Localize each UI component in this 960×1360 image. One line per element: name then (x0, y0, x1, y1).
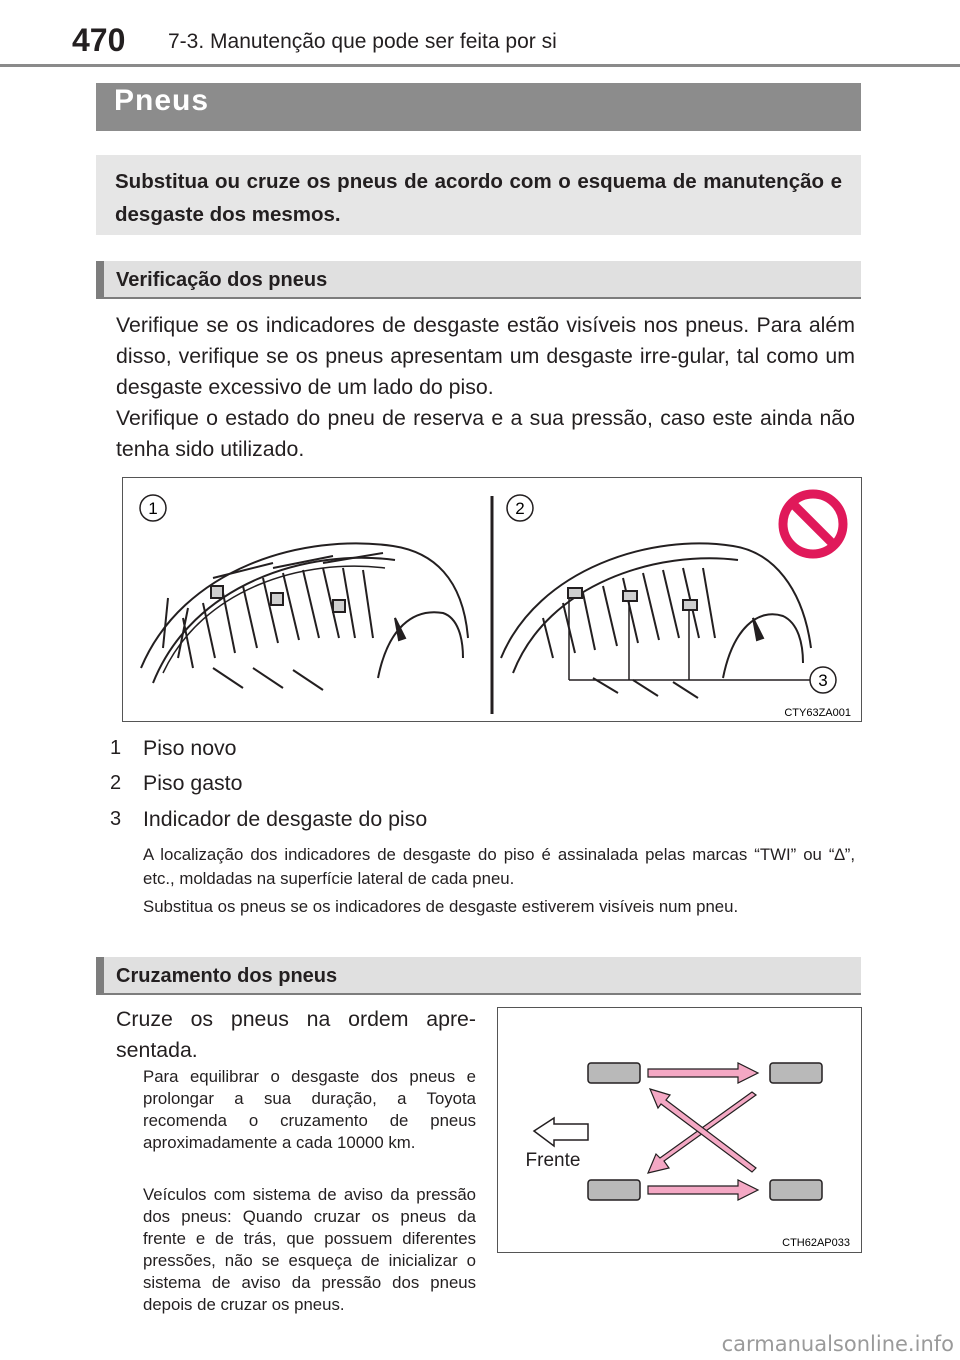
new-tread-tire (141, 543, 468, 690)
section-title: 7-3. Manutenção que pode ser feita por si (168, 30, 557, 53)
marker-1-icon (140, 495, 166, 521)
summary-text: Substitua ou cruze os pneus de acordo com o esquema de manutenção e desgaste dos mesmos. (115, 170, 842, 226)
rear-left-tire-icon (770, 1063, 822, 1083)
rear-right-tire-icon (770, 1180, 822, 1200)
rotation-note-1: Para equilibrar o desgaste dos pneus e prolongar a sua duração, a Toyota recomenda o cruzamento de pneus aproximadamente a cada 10000 km. (143, 1067, 476, 1152)
tread-illustration (123, 478, 860, 720)
header-divider (0, 64, 960, 67)
title-bar (96, 83, 861, 131)
subheading-inspection: Verificação dos pneus (116, 269, 328, 291)
legend-text-2: Piso gasto (143, 771, 243, 795)
legend-number-1: 1 (110, 737, 122, 759)
watermark: carmanualsonline.info (721, 1332, 954, 1356)
inspection-note-2: Substitua os pneus se os indicadores de desgaste estiverem visíveis num pneu. (143, 897, 739, 916)
rotation-paragraph: Cruze os pneus na ordem apre-sentada. (116, 1007, 476, 1062)
page-number: 470 (72, 22, 126, 58)
subheading-rule-rotation (96, 993, 861, 995)
marker-2-icon (507, 495, 533, 521)
front-direction-arrow-icon (534, 1118, 588, 1146)
rotation-note-2: Veículos com sistema de aviso da pressão dos pneus: Quando cruzar os pneus da frente e de trás, que possuem diferentes pressões, não se esqueça de inicializar o sistema de aviso da pressão dos pneus depois de cruzar os pneus. (143, 1185, 476, 1314)
rotation-figure (497, 1007, 862, 1253)
marker-3-icon (810, 667, 836, 693)
tread-figure (122, 477, 862, 722)
inspection-paragraph-2: Verifique o estado do pneu de reserva e a sua pressão, caso este ainda não tenha sido utilizado. (116, 406, 855, 461)
straight-arrow-top-icon (648, 1063, 758, 1083)
rotation-figure-code: CTH62AP033 (782, 1237, 850, 1249)
legend-number-3: 3 (110, 808, 122, 830)
marker-3-label: 3 (818, 671, 828, 690)
front-right-tire-icon (588, 1180, 640, 1200)
front-left-tire-icon (588, 1063, 640, 1083)
tread-figure-code: CTY63ZA001 (784, 707, 851, 719)
legend-number-2: 2 (110, 772, 122, 794)
worn-tread-tire (501, 543, 813, 698)
prohibited-icon (783, 494, 843, 554)
inspection-paragraph-1: Verifique se os indicadores de desgaste estão visíveis nos pneus. Para além disso, verifique se os pneus apresentam um desgaste irre-gular, tal como um desgaste excessivo de um lado do piso. (116, 313, 855, 399)
straight-arrow-bottom-icon (648, 1180, 758, 1200)
marker-2-label: 2 (515, 499, 525, 518)
legend-text-3: Indicador de desgaste do piso (143, 807, 428, 831)
front-label: Frente (525, 1150, 581, 1171)
legend-text-1: Piso novo (143, 736, 237, 760)
inspection-note-1: A localização dos indicadores de desgaste do piso é assinalada pelas marcas “TWI” ou “∆”, etc., moldadas na superfície lateral de cada pneu. (143, 845, 855, 888)
subheading-rotation: Cruzamento dos pneus (116, 965, 338, 987)
marker-1-label: 1 (148, 499, 158, 518)
rotation-diagram (498, 1008, 860, 1251)
page-title: Pneus (114, 84, 210, 117)
subheading-rule-inspection (96, 297, 861, 299)
